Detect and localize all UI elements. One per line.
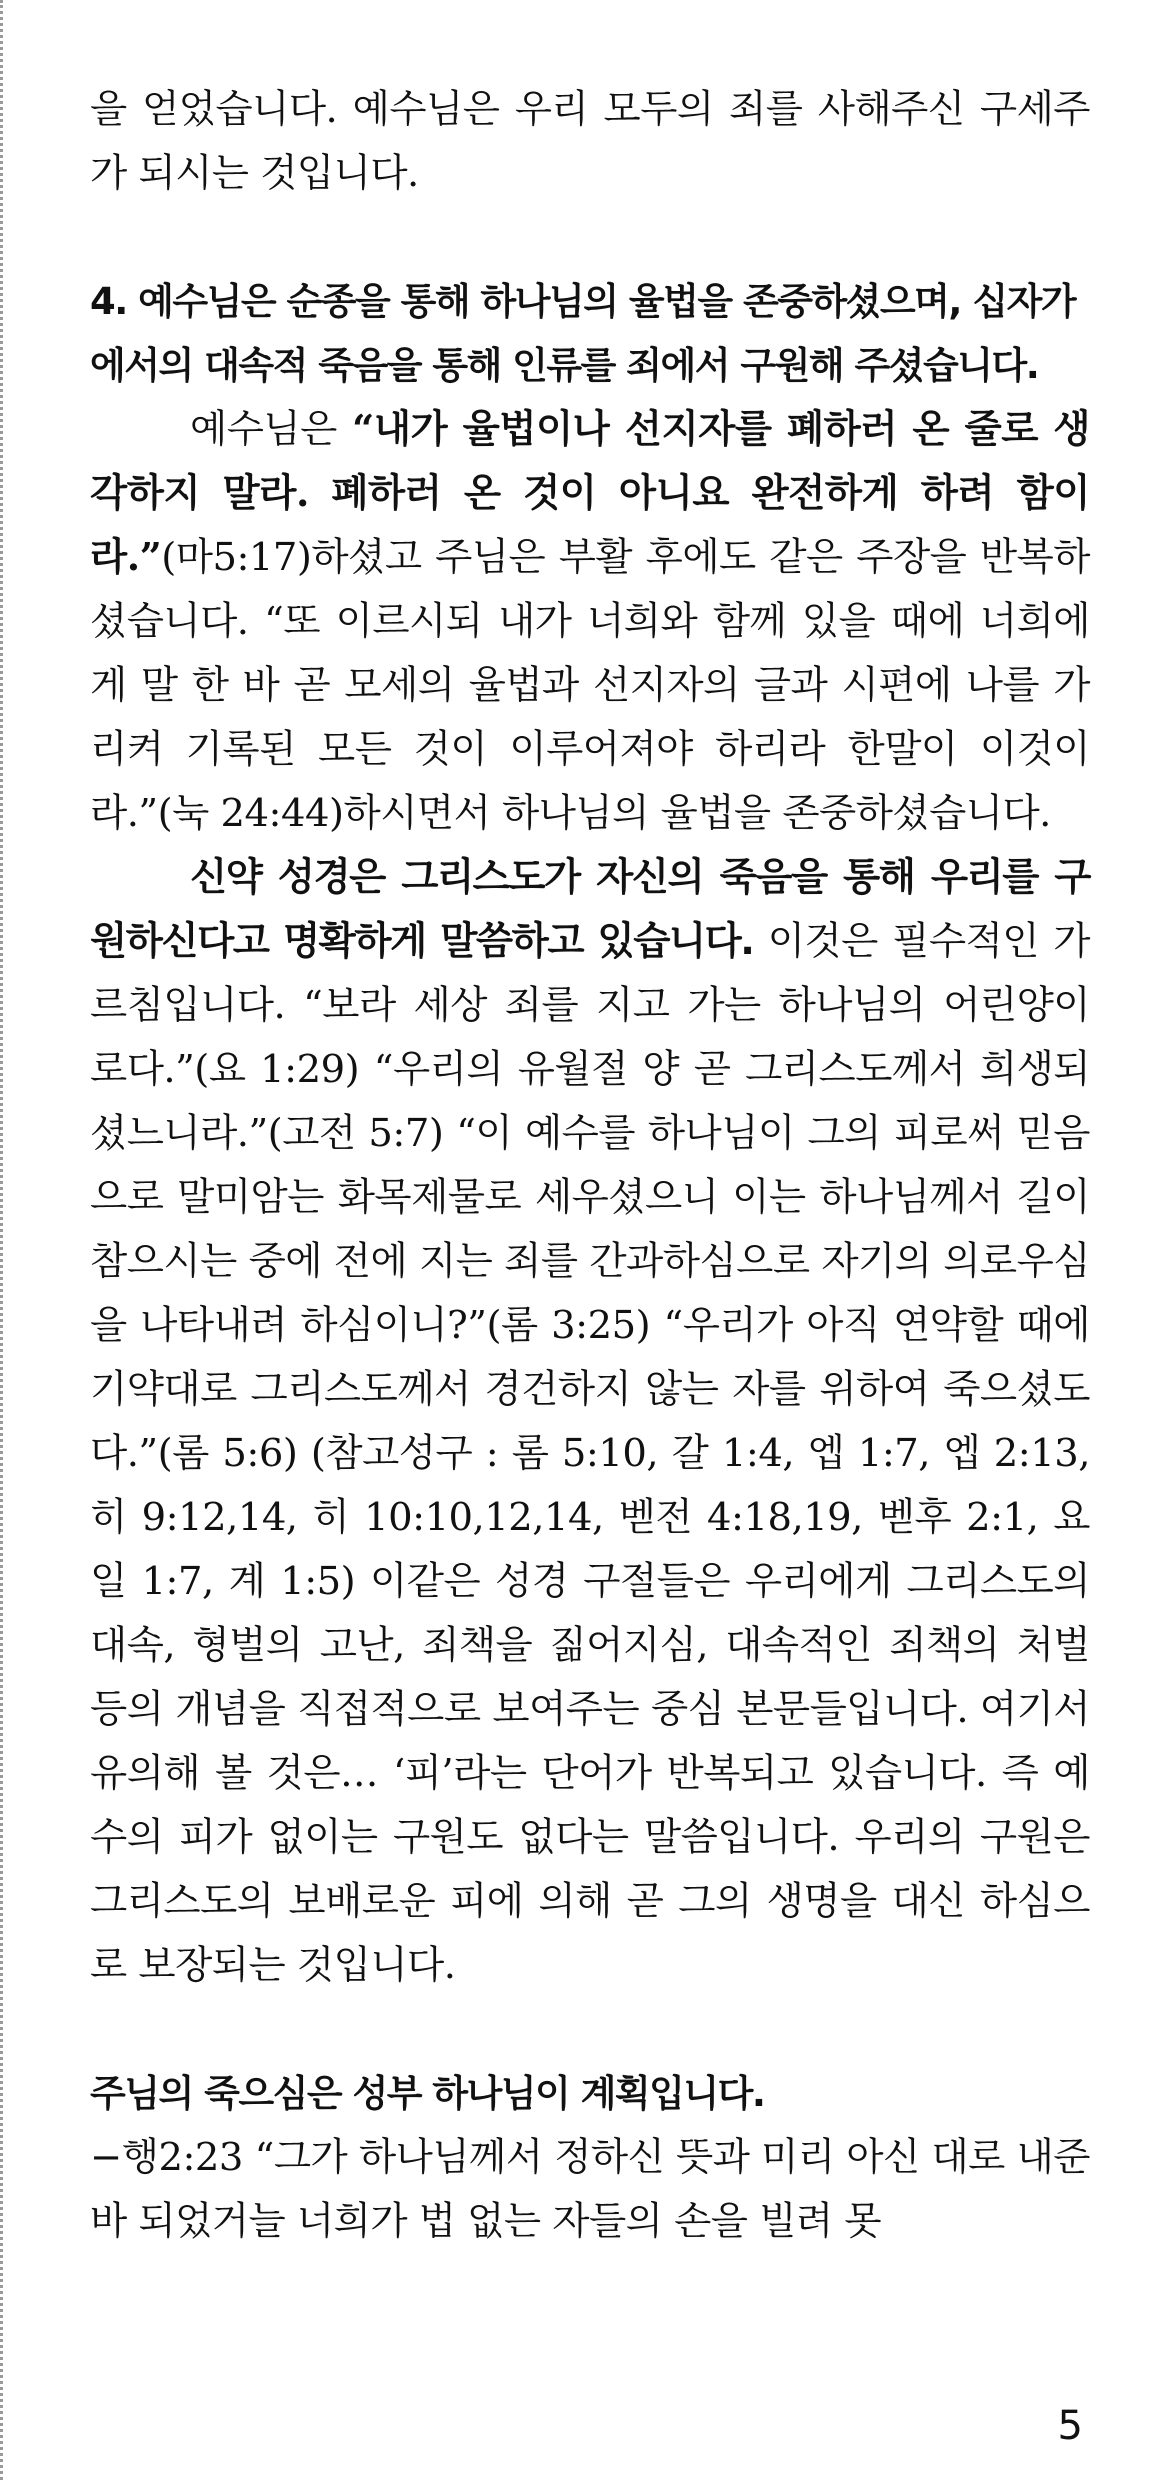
bold-quote: “내가 율법이나 선지자를 폐하러 온 줄로 생각하지 말라. 폐하러 온 것이 아니요 완전하게 하려 함이라.”: [90, 407, 1090, 580]
section-4-paragraph-2: [90, 846, 1090, 1998]
spacer: [90, 206, 1090, 270]
paragraph-lead: 예수님은: [190, 407, 337, 452]
page-number: 5: [1057, 2403, 1083, 2449]
section-5-paragraph-1: −행2:23 “그가 하나님께서 정하신 뜻과 미리 아신 대로 내준 바 되었거늘 너희가 법 없는 자들의 손을 빌려 못: [90, 2135, 1090, 2244]
document-page: [90, 78, 1090, 2254]
paragraph-body: 이것은 필수적인 가르침입니다. “보라 세상 죄를 지고 가는 하나님의 어린양이 로다.”(요 1:29) “우리의 유월절 양 곧 그리스도께서 희생되셨느니라.”(고전 5:7) “이 예수를 하나님이 그의 피로써 믿음으로 말미암는 화목제물로 세우셨으니 이는 하나님께서 길이 참으시는 중에 전에 지는 죄를 간과하심으로 자기의 의로우심을 나타내려 하심이니?”(롬 3:25) “우리가 아직 연약할 때에 기약대로 그리스도께서 경건하지 않는 자를 위하여 죽으셨도다.”(롬 5:6) (참고성구 : 롬 5:10, 갈 1:4, 엡 1:7, 엡 2:13, 히 9:12,14, 히 10:10,12,14, 벧전 4:18,19, 벧후 2:1, 요일 1:7, 계 1:5) 이같은 성경 구절들은 우리에게 그리스도의 대속, 형벌의 고난, 죄책을 짊어지심, 대속적인 죄책의 처벌 등의 개념을 직접적으로 보여주는 중심 본문들입니다. 여기서 유의해 볼 것은… ‘피’라는 단어가 반복되고 있습니다. 즉 예수의 피가 없이는 구원도 없다는 말씀입니다. 우리의 구원은 그리스도의 보배로운 피에 의해 곧 그의 생명을 대신 하심으로 보장되는 것입니다.: [90, 919, 1090, 1988]
section-5-heading: 주님의 죽으심은 성부 하나님이 계획입니다.: [90, 2072, 765, 2115]
bold-statement: 신약 성경은 그리스도가 자신의 죽음을 통해 우리를 구원하신다고 명확하게 말씀하고 있습니다.: [90, 855, 1090, 964]
page-margin-rule: [0, 0, 3, 2480]
section-4-heading: 4. 예수님은 순종을 통해 하나님의 율법을 존중하셨으며, 십자가에서의 대속적 죽음을 통해 인류를 죄에서 구원해 주셨습니다.: [90, 280, 1076, 387]
paragraph-body: (마5:17)하셨고 주님은 부활 후에도 같은 주장을 반복하셨습니다. “또 이르시되 내가 너희와 함께 있을 때에 너희에게 말 한 바 곧 모세의 율법과 선지자의 글과 시편에 나를 가리켜 기록된 모든 것이 이루어져야 하리라 한말이 이것이라.”(눅 24:44)하시면서 하나님의 율법을 존중하셨습니다.: [90, 535, 1090, 836]
section-4-paragraph-1: [90, 398, 1090, 846]
spacer: [90, 1998, 1090, 2062]
intro-paragraph: 을 얻었습니다. 예수님은 우리 모두의 죄를 사해주신 구세주가 되시는 것입니다.: [90, 87, 1090, 196]
